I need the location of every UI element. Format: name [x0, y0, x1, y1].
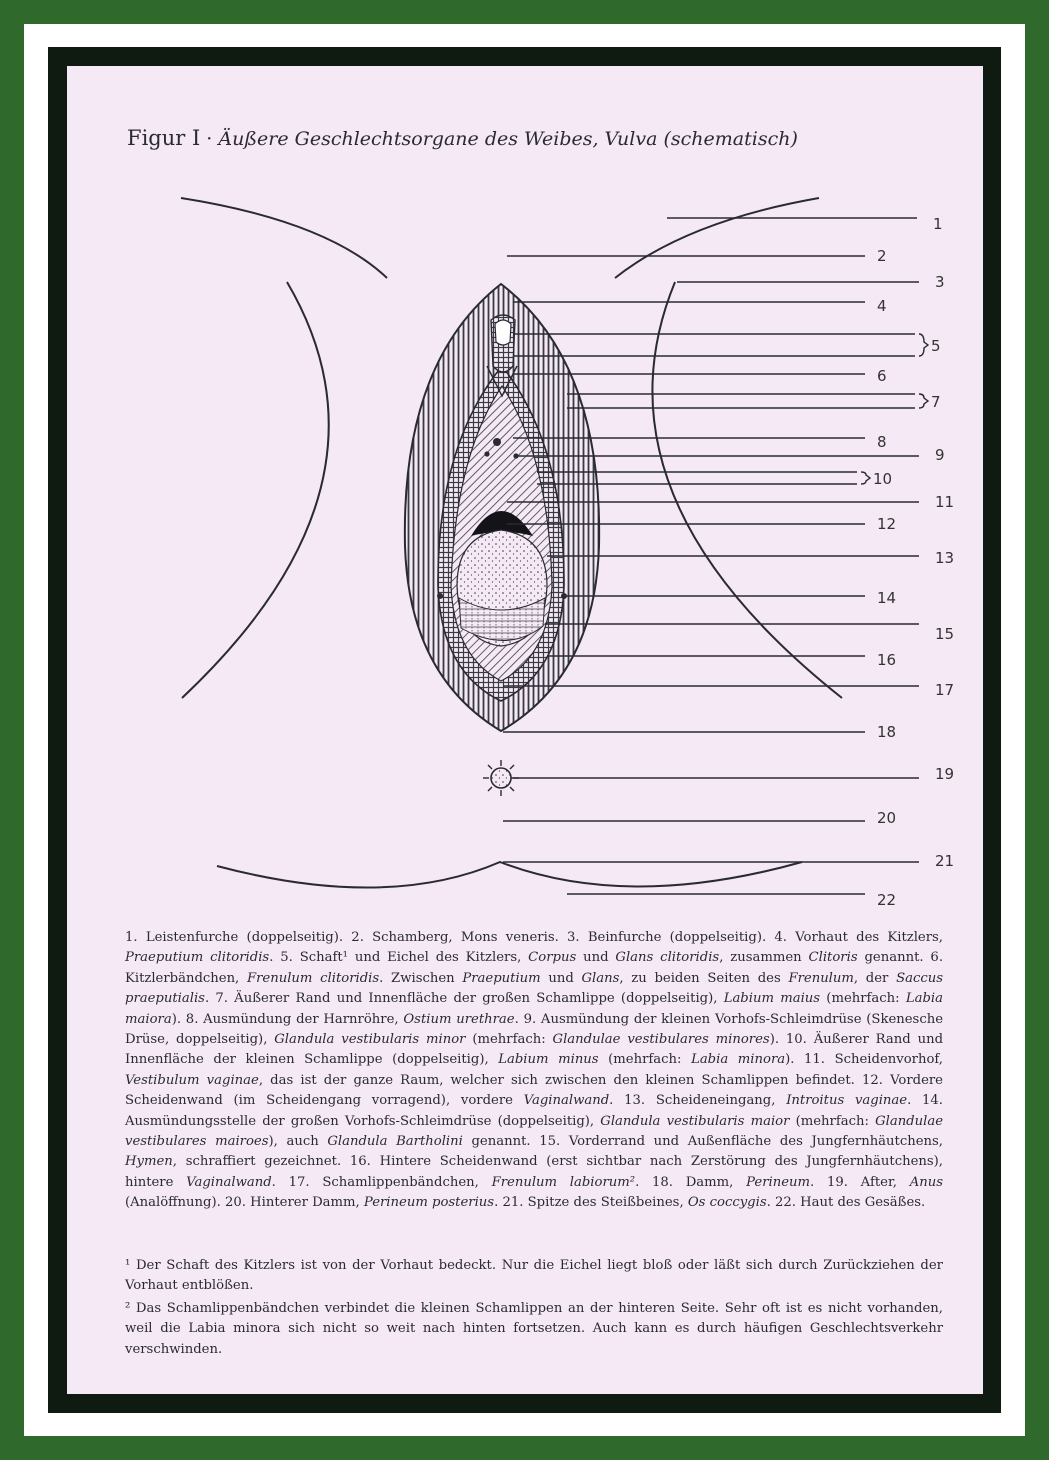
label-13: 13: [935, 549, 955, 567]
label-3: 3: [935, 273, 945, 291]
legend-run: und: [576, 950, 616, 966]
bracket: [919, 334, 928, 356]
legend-run: . 18. Damm,: [635, 1174, 747, 1190]
thigh-crease-right: [652, 282, 842, 698]
legend-run: . 19. After,: [810, 1174, 910, 1190]
legend-run: Glandula Bartholini: [327, 1134, 463, 1150]
thigh-crease-left: [182, 282, 329, 698]
legend-run: ). 10. Äußerer Rand und Innenfläche der kleinen Schamlippe (doppelseitig),: [125, 1032, 944, 1068]
legend-run: (Analöffnung). 20. Hinterer Damm,: [125, 1195, 364, 1211]
legend-run: ). 11. Scheidenvorhof,: [785, 1052, 943, 1068]
label-21: 21: [935, 852, 955, 870]
label-4: 4: [877, 297, 887, 315]
legend-run: Perineum: [746, 1174, 811, 1190]
legend-run: Hymen: [125, 1154, 173, 1170]
legend-run: Labium maius: [723, 991, 821, 1007]
groin-crease-right: [615, 198, 819, 278]
legend-run: Vaginalwand: [523, 1093, 610, 1109]
label-15: 15: [935, 625, 955, 643]
legend-run: . 21. Spitze des Steißbeines,: [494, 1195, 688, 1211]
legend-run: . 5. Schaft¹ und Eichel des Kitzlers,: [269, 950, 529, 966]
legend-run: Os coccygis: [687, 1195, 767, 1211]
legend-run: . 9. Ausmündung der kleinen Vorhofs-Schleimdrüse (Skenesche Drüse, doppelseitig),: [125, 1011, 943, 1048]
legend-run: Glandulae vestibulares minores: [552, 1032, 770, 1048]
legend-run: genannt. 6. Kitzlerbändchen,: [125, 950, 944, 986]
legend-run: und: [540, 970, 582, 986]
legend-run: Frenulum labiorum²: [491, 1174, 636, 1190]
urethral-opening: [493, 438, 501, 446]
label-5: 5: [931, 337, 941, 355]
legend-run: Vestibulum vaginae: [125, 1072, 259, 1088]
legend-run: Corpus: [528, 950, 577, 966]
legend-run: Glandulae vestibulares mairoes: [125, 1113, 944, 1150]
bracket: [919, 394, 928, 408]
footnote-2: ² Das Schamlippenbändchen verbindet die kleinen Schamlippen an der hinteren Seite. Sehr oft ist es nicht vorhanden, weil die Labia minora sich nicht so weit nach hinten fortsetzen. Auch kann es durch häufigen Geschlechtsverkehr verschwinden.: [125, 1300, 943, 1357]
label-20: 20: [877, 809, 897, 827]
label-8: 8: [877, 433, 887, 451]
label-11: 11: [935, 493, 955, 511]
legend-run: . 7. Äußerer Rand und Innenfläche der großen Schamlippe (doppelseitig),: [204, 991, 724, 1007]
legend-run: Glans: [581, 970, 620, 986]
label-9: 9: [935, 446, 945, 464]
legend-run: Labia minora: [691, 1052, 786, 1068]
legend-run: , das ist der ganze Raum, welcher sich zwischen den kleinen Schamlippen befindet. 12. Vordere Scheidenwand (im Scheidengang vorragend), vordere: [125, 1072, 943, 1109]
legend-run: . 13. Scheideneingang,: [609, 1093, 787, 1109]
bracket: [861, 472, 870, 484]
number-labels: [873, 215, 954, 909]
legend-run: (mehrfach:: [598, 1052, 692, 1068]
legend-run: Labium minus: [498, 1052, 599, 1068]
label-12: 12: [877, 515, 897, 533]
label-2: 2: [877, 247, 887, 265]
legend-run: Glandula vestibularis minor: [274, 1032, 466, 1048]
legend-run: Praeputium clitoridis: [125, 950, 270, 966]
legend-run: genannt. 15. Vorderrand und Außenfläche des Jungfernhäutchens,: [462, 1134, 943, 1150]
legend-run: Perineum posterius: [363, 1195, 495, 1211]
label-22: 22: [877, 891, 897, 909]
legend-run: Frenulum clitoridis: [246, 970, 380, 986]
legend-run: Ostium urethrae: [403, 1011, 515, 1027]
legend-run: . 17. Schamlippenbändchen,: [271, 1174, 492, 1190]
label-1: 1: [933, 215, 943, 233]
legend-run: Clitoris: [808, 950, 858, 966]
book-page: [67, 66, 983, 1394]
legend-run: Introitus vaginae: [786, 1093, 908, 1109]
legend-run: ), auch: [268, 1134, 328, 1150]
label-16: 16: [877, 651, 897, 669]
legend-run: Vaginalwand: [186, 1174, 272, 1190]
leader-lines: [503, 218, 928, 894]
legend-run: . Zwischen: [379, 970, 463, 986]
legend-run: Labia maiora: [125, 991, 944, 1027]
legend-text: [125, 928, 943, 1214]
legend-run: (mehrfach:: [789, 1113, 876, 1129]
legend-run: 1. Leistenfurche (doppelseitig). 2. Schamberg, Mons veneris. 3. Beinfurche (doppelseitig). 4. Vorhaut des Kitzlers,: [125, 930, 943, 945]
legend-run: , der: [853, 970, 897, 986]
legend-run: Saccus praeputialis: [125, 970, 943, 1007]
groin-crease-left: [181, 198, 387, 278]
vulva-structures: [405, 284, 599, 796]
buttock-skin-curve: [217, 862, 802, 888]
title-separator: ·: [200, 128, 219, 150]
label-7: 7: [931, 393, 941, 411]
legend-run: , zusammen: [719, 950, 809, 966]
legend-run: Glans clitoridis: [615, 950, 720, 966]
legend-run: Glandula vestibularis maior: [600, 1113, 790, 1129]
figure-number: Figur I: [127, 126, 201, 150]
legend-run: (mehrfach:: [465, 1032, 553, 1048]
label-10: 10: [873, 470, 893, 488]
legend-run: Frenulum: [788, 970, 854, 986]
legend-run: , zu beiden Seiten des: [619, 970, 789, 986]
legend-run: . 22. Haut des Gesäßes.: [766, 1195, 926, 1211]
label-17: 17: [935, 681, 955, 699]
legend-run: ). 8. Ausmündung der Harnröhre,: [171, 1011, 404, 1027]
legend-run: Anus: [909, 1174, 944, 1190]
footnote-1: ¹ Der Schaft des Kitzlers ist von der Vorhaut bedeckt. Nur die Eichel liegt bloß oder läßt sich durch Zurückziehen der Vorhaut entblößen.: [125, 1258, 943, 1294]
bartholin-gland-left: [437, 593, 443, 599]
clitoris-glans: [495, 320, 511, 345]
label-14: 14: [877, 589, 897, 607]
legend-run: . 14. Ausmündungsstelle der großen Vorhofs-Schleimdrüse (doppelseitig),: [125, 1093, 943, 1129]
label-19: 19: [935, 765, 955, 783]
figure-caption: Äußere Geschlechtsorgane des Weibes, Vulva (schematisch): [218, 128, 798, 150]
legend-run: Praeputium: [462, 970, 541, 986]
vulva-schematic-diagram: [67, 66, 983, 926]
legend-run: (mehrfach:: [820, 991, 906, 1007]
footnotes: [125, 1256, 943, 1362]
label-6: 6: [877, 367, 887, 385]
skene-gland-left: [484, 451, 489, 456]
legend-run: , schraffiert gezeichnet. 16. Hintere Scheidenwand (erst sichtbar nach Zerstörung des Jungfernhäutchens), hintere: [125, 1154, 943, 1190]
label-18: 18: [877, 723, 897, 741]
